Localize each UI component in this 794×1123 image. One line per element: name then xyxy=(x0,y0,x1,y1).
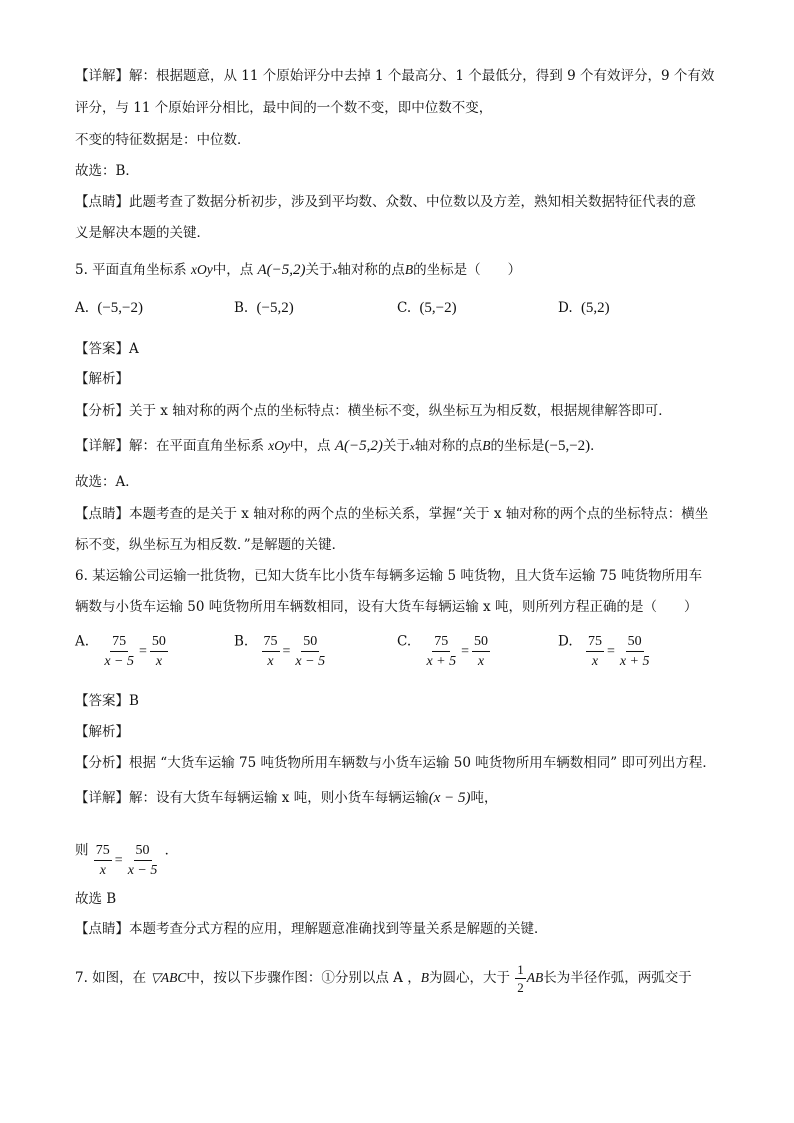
detail-q5-b: B xyxy=(482,438,491,453)
q5-x: x xyxy=(332,265,338,277)
detail-q6-end: 吨， xyxy=(470,790,498,806)
question-6-line1: 6. 某运输公司运输一批货物，已知大货车比小货车每辆多运输 5 吨货物，且大货车运输 75 吨货物所用车 xyxy=(75,568,703,584)
comment-q5-line1: 【点睛】本题考查的是关于 x 轴对称的两个点的坐标关系，掌握“关于 x 轴对称的两个点的坐标特点：横坐 xyxy=(75,506,709,522)
q6-option-a: A. $\frac{75}{x - 5}$ = $\frac{50}{x}$ xyxy=(75,633,166,669)
comment-q4-line1: 【点睛】此题考查了数据分析初步，涉及到平均数、众数、中位数以及方差，熟知相关数据特征代表的意 xyxy=(75,194,696,210)
q5-option-c xyxy=(397,299,457,317)
q6-option-d-frac-left: $\frac{75}{x}$ xyxy=(587,634,602,669)
detail-q6-prefix: 【详解】解：设有大货车每辆运输 x 吨，则小货车每辆运输 xyxy=(75,790,429,806)
analysis-q6: 【分析】根据 “大货车运输 75 吨货物所用车辆数与小货车运输 50 吨货物所用车辆数相同” 即可列出方程． xyxy=(75,755,716,771)
q5-xoy: xOy xyxy=(190,262,213,277)
detail-q5-mid1: 中，点 xyxy=(290,438,331,454)
q5-mid2: 关于 xyxy=(305,262,333,278)
q7-triangle: ▽ABC xyxy=(150,970,187,985)
analysis-heading-q6: 【解析】 xyxy=(75,724,129,740)
equation-prefix: 则 xyxy=(75,842,89,859)
q6-option-b-frac-right: $\frac{50}{x - 5}$ xyxy=(295,634,326,669)
detail-q5-result: (−5,−2) xyxy=(544,438,591,454)
analysis-heading-q5: 【解析】 xyxy=(75,371,129,387)
q5-option-b xyxy=(234,299,294,317)
choice-q6: 故选 B xyxy=(75,891,117,907)
q6-option-c-frac-right: $\frac{50}{x}$ xyxy=(474,634,489,669)
answer-q5: 【答案】A xyxy=(75,341,139,357)
question-5 xyxy=(75,261,521,280)
detail-q5-point: A(−5,2) xyxy=(334,438,383,454)
q7-ab: AB xyxy=(526,970,544,985)
q5-option-d-label: D. xyxy=(558,300,573,316)
q6-option-b-frac-left: $\frac{75}{x}$ xyxy=(263,634,278,669)
q6-option-c: C. $\frac{75}{x + 5}$ = $\frac{50}{x}$ xyxy=(397,633,489,669)
q6-option-c-label: C. xyxy=(397,633,412,650)
detail-q5-x: x xyxy=(409,441,415,453)
q7-mid2: 为圆心，大于 xyxy=(428,970,510,986)
q5-point: A(−5,2) xyxy=(257,262,306,278)
q5-end: 的坐标是（ ） xyxy=(413,262,522,278)
detail-q6 xyxy=(75,789,497,807)
detail-q4-line3: 不变的特征数据是：中位数． xyxy=(75,132,251,148)
q6-option-b-label: B. xyxy=(234,633,249,650)
detail-q5-xoy: xOy xyxy=(268,438,291,453)
equation-frac-left: $\frac{75}{x}$ xyxy=(95,843,110,878)
detail-q4-line1: 【详解】解：根据题意，从 11 个原始评分中去掉 1 个最高分、1 个最低分，得到 9 个有效评分，9 个有效 xyxy=(75,68,715,84)
choice-q4: 故选：B． xyxy=(75,163,139,179)
detail-q5 xyxy=(75,437,604,456)
q5-option-b-value: (−5,2) xyxy=(256,300,294,316)
detail-q5-mid2: 关于 xyxy=(382,438,410,454)
q5-mid1: 中，点 xyxy=(212,262,254,278)
q6-option-a-frac-left: $\frac{75}{x - 5}$ xyxy=(104,634,135,669)
q6-option-b: B. $\frac{75}{x}$ = $\frac{50}{x - 5}$ xyxy=(234,633,326,669)
q6-option-d-label: D. xyxy=(558,633,573,650)
q5-option-d-value: (5,2) xyxy=(580,300,610,316)
q5-option-c-label: C. xyxy=(397,300,412,316)
question-6-line2: 辆数与小货车运输 50 吨货物所用车辆数相同，设有大货车每辆运输 x 吨，则所列方程正确的是（ ） xyxy=(75,599,698,615)
detail-q5-mid4: 的坐标是 xyxy=(490,438,545,454)
comment-q6: 【点睛】本题考查分式方程的应用，理解题意准确找到等量关系是解题的关键． xyxy=(75,921,548,937)
detail-q4-line2: 评分，与 11 个原始评分相比，最中间的一个数不变，即中位数不变， xyxy=(75,100,493,116)
q5-option-a-label: A. xyxy=(75,300,90,316)
q5-option-b-label: B. xyxy=(234,300,249,316)
detail-q5-prefix: 【详解】解：在平面直角坐标系 xyxy=(75,438,264,454)
q5-option-d xyxy=(558,299,610,317)
q5-option-a xyxy=(75,299,143,317)
q7-prefix: 7. 如图，在 xyxy=(75,970,147,986)
q6-option-a-frac-right: $\frac{50}{x}$ xyxy=(151,634,166,669)
equation-end: ． xyxy=(164,842,179,859)
comment-q5-line2: 标不变，纵坐标互为相反数．”是解题的关键． xyxy=(75,537,346,553)
q7-end: 长为半径作弧，两弧交于 xyxy=(543,970,692,986)
q5-option-c-value: (5,−2) xyxy=(419,300,457,316)
q6-option-d: D. $\frac{75}{x}$ = $\frac{50}{x + 5}$ xyxy=(558,633,650,669)
q5-option-a-value: (−5,−2) xyxy=(97,300,144,316)
detail-q6-expression: (x − 5) xyxy=(428,790,471,806)
equation-frac-right: $\frac{50}{x - 5}$ xyxy=(127,843,158,878)
q5-prefix: 5. 平面直角坐标系 xyxy=(75,262,187,278)
equation-line-q6: 则 $\frac{75}{x}$ = $\frac{50}{x - 5}$ ． xyxy=(75,842,179,878)
q7-b: B xyxy=(420,970,429,985)
q6-option-d-frac-right: $\frac{50}{x + 5}$ xyxy=(619,634,650,669)
question-7 xyxy=(75,960,692,996)
choice-q5: 故选：A． xyxy=(75,474,139,490)
detail-q5-mid3: 轴对称的点 xyxy=(414,438,483,454)
answer-q6: 【答案】B xyxy=(75,693,139,709)
comment-q4-line2: 义是解决本题的关键． xyxy=(75,225,210,241)
analysis-q5: 【分析】关于 x 轴对称的两个点的坐标特点：横坐标不变，纵坐标互为相反数，根据规律解答即可． xyxy=(75,403,672,419)
q6-option-a-label: A. xyxy=(75,633,90,650)
detail-q5-end: ． xyxy=(590,438,604,454)
q5-b: B xyxy=(404,262,414,277)
q7-mid: 中，按以下步骤作图：①分别以点 A ， xyxy=(186,970,421,986)
q7-half-fraction: $\frac{1}{2}$ xyxy=(517,962,524,995)
q6-option-c-frac-left: $\frac{75}{x + 5}$ xyxy=(426,634,457,669)
q5-mid3: 轴对称的点 xyxy=(337,262,405,278)
